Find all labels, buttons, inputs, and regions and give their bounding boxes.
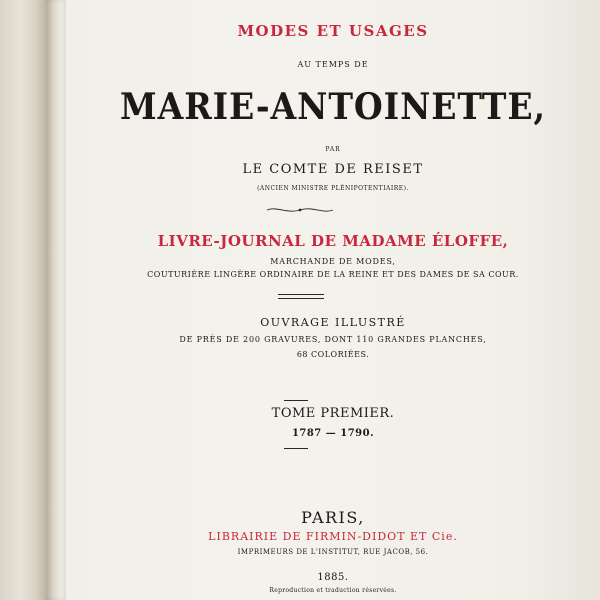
heading-au-temps: AU TEMPS DE bbox=[297, 60, 369, 69]
imprint-city: PARIS, bbox=[301, 508, 365, 527]
author-name: LE COMTE DE REISET bbox=[242, 162, 424, 177]
divider-rule-2 bbox=[284, 400, 308, 401]
subtitle-line-2: COUTURIÈRE LINGÈRE ORDINAIRE DE LA REINE ET DES DAMES DE SA COUR. bbox=[147, 270, 519, 279]
divider-rule-3 bbox=[284, 448, 308, 449]
book-binding-edge bbox=[0, 0, 46, 600]
tome-years: 1787 — 1790. bbox=[291, 428, 375, 439]
title-page bbox=[66, 0, 600, 600]
rights-notice: Reproduction et traduction réservées. bbox=[269, 587, 397, 594]
imprint-publisher: LIBRAIRIE DE FIRMIN-DIDOT ET Cie. bbox=[208, 530, 458, 543]
author-note: (ANCIEN MINISTRE PLÉNIPOTENTIAIRE). bbox=[257, 185, 409, 192]
book-gutter bbox=[46, 0, 68, 600]
par-label: PAR bbox=[325, 146, 341, 153]
subtitle-livre-journal: LIVRE-JOURNAL DE MADAME ÉLOFFE, bbox=[157, 232, 509, 250]
subtitle-line-1: MARCHANDE DE MODES, bbox=[270, 257, 396, 266]
heading-modes: MODES ET USAGES bbox=[237, 22, 429, 40]
main-title: MARIE-ANTOINETTE, bbox=[120, 86, 546, 128]
divider-rule-1 bbox=[278, 294, 324, 299]
ouvrage-heading: OUVRAGE ILLUSTRÉ bbox=[260, 316, 406, 329]
ouvrage-line-2: 68 COLORIÉES. bbox=[296, 350, 370, 359]
tome-label: TOME PREMIER. bbox=[271, 406, 395, 421]
ouvrage-line-1: DE PRÈS DE 200 GRAVURES, DONT 110 GRANDES PLANCHES, bbox=[179, 335, 487, 344]
imprint-year: 1885. bbox=[317, 572, 349, 583]
ornament-divider bbox=[265, 205, 335, 215]
imprint-printer: IMPRIMEURS DE L'INSTITUT, RUE JACOB, 56. bbox=[237, 548, 429, 556]
